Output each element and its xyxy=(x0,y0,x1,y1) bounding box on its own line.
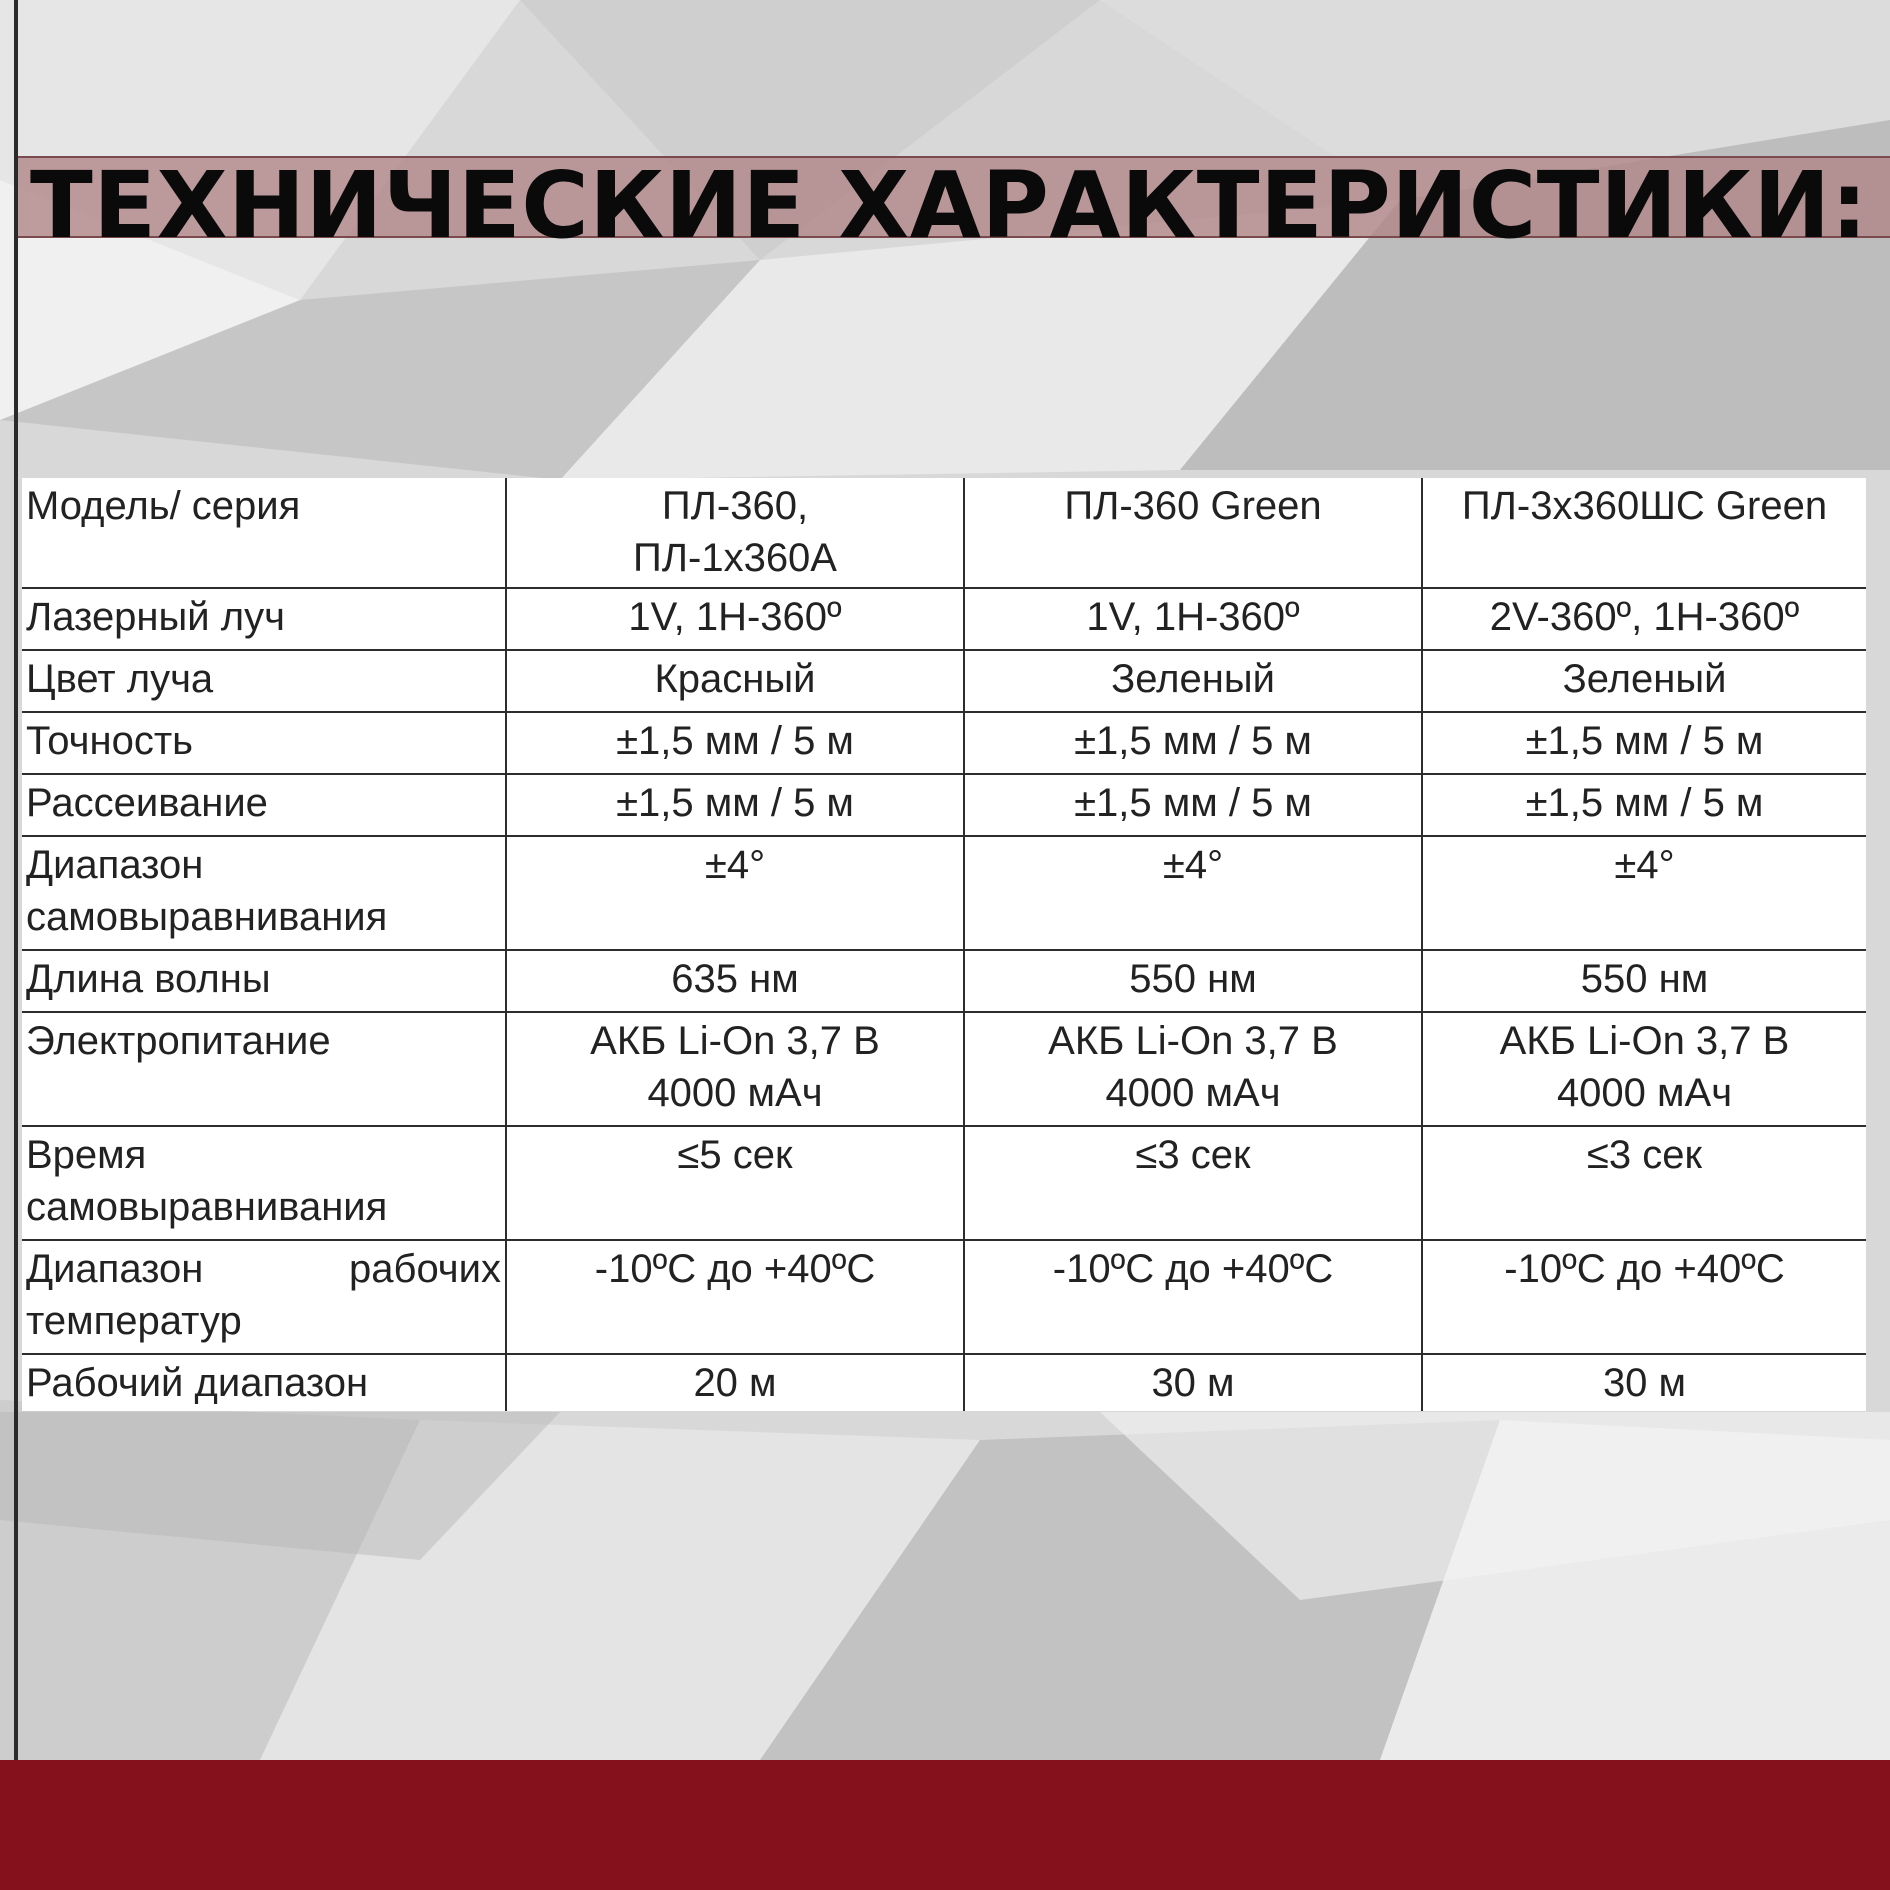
table-row xyxy=(22,588,1866,650)
table-row xyxy=(22,650,1866,712)
row-label: Рассеивание xyxy=(22,774,506,836)
table-cell: ±1,5 мм / 5 м xyxy=(506,774,964,836)
footer-band xyxy=(0,1760,1890,1890)
row-label: Электропитание xyxy=(22,1012,506,1126)
table-cell: Зеленый xyxy=(964,650,1422,712)
table-cell: 550 нм xyxy=(964,950,1422,1012)
table-cell: -10ºC до +40ºC xyxy=(964,1240,1422,1354)
page-title: ТЕХНИЧЕСКИЕ ХАРАКТЕРИСТИКИ: xyxy=(30,152,1869,259)
table-row xyxy=(22,836,1866,950)
table-cell: 1V, 1H-360º xyxy=(506,588,964,650)
table-row xyxy=(22,774,1866,836)
table-cell: ≤3 сек xyxy=(1422,1126,1866,1240)
table-cell: ≤5 сек xyxy=(506,1126,964,1240)
table-cell: Красный xyxy=(506,650,964,712)
table-cell xyxy=(506,1012,964,1126)
cell-model-2: ПЛ-360 Green xyxy=(964,478,1422,588)
table-cell: ≤3 сек xyxy=(964,1126,1422,1240)
row-label: Цвет луча xyxy=(22,650,506,712)
row-label: Время самовыравнивания xyxy=(22,1126,506,1240)
table-cell: ±4° xyxy=(1422,836,1866,950)
row-label: Диапазон самовыравнивания xyxy=(22,836,506,950)
row-label: Длина волны xyxy=(22,950,506,1012)
table-cell xyxy=(964,1012,1422,1126)
left-border-line xyxy=(14,0,18,1760)
table-cell: ±1,5 мм / 5 м xyxy=(1422,712,1866,774)
table-cell: ±4° xyxy=(506,836,964,950)
table-cell: 20 м xyxy=(506,1354,964,1411)
table-row xyxy=(22,1126,1866,1240)
table-cell: 635 нм xyxy=(506,950,964,1012)
cell-value: АКБ Li-On 3,7 В 4000 мАч xyxy=(590,1019,880,1115)
table-row xyxy=(22,478,1866,588)
cell-model-3: ПЛ-3х360ШС Green xyxy=(1422,478,1866,588)
table-cell: 2V-360º, 1H-360º xyxy=(1422,588,1866,650)
table-cell: 550 нм xyxy=(1422,950,1866,1012)
table-cell: ±1,5 мм / 5 м xyxy=(964,774,1422,836)
table-cell: Зеленый xyxy=(1422,650,1866,712)
row-label: Точность xyxy=(22,712,506,774)
row-label: Модель/ серия xyxy=(22,478,506,588)
row-label: Лазерный луч xyxy=(22,588,506,650)
cell-value: АКБ Li-On 3,7 В 4000 мАч xyxy=(1048,1019,1338,1115)
table-cell: -10ºC до +40ºC xyxy=(506,1240,964,1354)
table-row xyxy=(22,1240,1866,1354)
table-row xyxy=(22,950,1866,1012)
table-cell: ±1,5 мм / 5 м xyxy=(506,712,964,774)
row-label: Рабочий диапазон xyxy=(22,1354,506,1411)
table-cell: ±1,5 мм / 5 м xyxy=(1422,774,1866,836)
cell-model-1 xyxy=(506,478,964,588)
table-cell: 30 м xyxy=(1422,1354,1866,1411)
cell-value: АКБ Li-On 3,7 В 4000 мАч xyxy=(1499,1019,1790,1115)
table-cell: ±1,5 мм / 5 м xyxy=(964,712,1422,774)
table-cell: 30 м xyxy=(964,1354,1422,1411)
cell-value: ПЛ-360, ПЛ-1х360А xyxy=(633,484,837,580)
table-cell: ±4° xyxy=(964,836,1422,950)
table-cell: -10ºC до +40ºC xyxy=(1422,1240,1866,1354)
row-label: Диапазон рабочих температур xyxy=(22,1240,506,1354)
table-row xyxy=(22,712,1866,774)
table-row xyxy=(22,1012,1866,1126)
table-cell xyxy=(1422,1012,1866,1126)
table-row xyxy=(22,1354,1866,1411)
table-cell: 1V, 1H-360º xyxy=(964,588,1422,650)
specifications-table xyxy=(22,478,1866,1411)
